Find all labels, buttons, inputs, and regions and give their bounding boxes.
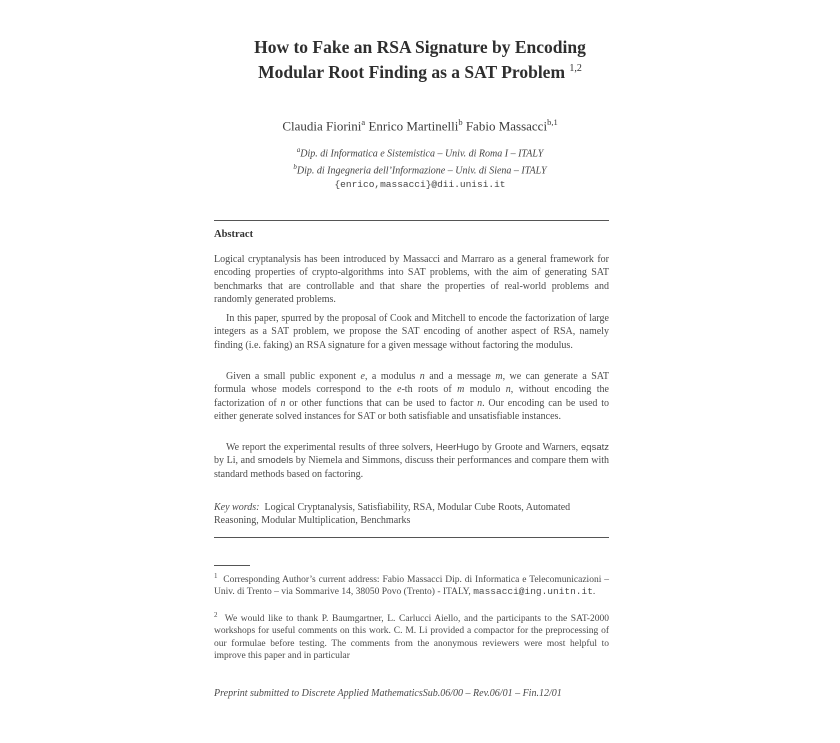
author-name: Enrico Martinelli — [368, 118, 459, 134]
affiliation — [180, 163, 660, 176]
abstract-bottom-rule — [214, 537, 609, 538]
title-line-2-text: Modular Root Finding as a SAT Problem — [258, 61, 566, 82]
affiliation-mark: b — [293, 163, 297, 171]
author-name: Fabio Massacci — [465, 118, 548, 134]
text-run: , without encoding the factorization of — [214, 384, 609, 409]
text-run: modulo — [464, 384, 506, 396]
footnote-mark: 1 — [214, 572, 218, 580]
title-line-2 — [180, 58, 660, 83]
text-run: , a modulus — [364, 371, 420, 382]
paper-title — [180, 36, 660, 83]
abstract-paragraph-1: Logical cryptanalysis has been introduced by Massacci and Marraro as a general framework for encoding properties of crypto-algorithms into SAT problems, with the aim of generating SAT benchmarks that are controllable and that share the properties of real-world problems and randomly generated problems. — [214, 254, 609, 306]
math-var: m — [457, 384, 465, 396]
title-footnote-mark: 1,2 — [569, 63, 582, 74]
footnote-rule — [214, 565, 250, 566]
affiliation-mark: a — [296, 146, 301, 154]
footnote-mark: 2 — [214, 611, 218, 619]
text-run: by Li, and — [214, 455, 258, 467]
math-var: n — [280, 397, 286, 409]
math-var: n — [505, 384, 511, 396]
text-run: or other functions that can be used to factor — [285, 397, 478, 409]
keywords-label: Key words: — [214, 502, 260, 513]
text-run: , we can generate a SAT formula whose models correspond to the — [214, 371, 610, 396]
footnote-text: We would like to thank P. Baumgartner, L. Carlucci Aiello, and the participants to the SAT-2000 workshops for useful comments on this work. C. M. Li provided a compactor for the preprocessing of our formulae before testing. The comments from the anonymous reviewers were most helpful to improve this paper and in particular — [214, 614, 609, 661]
text-run: . Our encoding can be used to either generate solved instances for SAT or both satisfiable and unsatisfiable instances. — [214, 397, 609, 423]
text-run: We report the experimental results of three solvers, — [226, 442, 436, 453]
abstract-paragraph-3 — [214, 370, 609, 424]
author-list — [180, 117, 660, 134]
author-email: {enrico,massacci}@dii.unisi.it — [334, 179, 506, 190]
affiliation — [180, 146, 660, 159]
abstract-paragraph-4 — [214, 441, 609, 481]
keywords — [214, 501, 609, 528]
footnote-email: massacci@ing.unitn.it — [473, 586, 593, 598]
math-var: e — [360, 371, 365, 382]
math-var: n — [477, 397, 483, 409]
footnote-2 — [214, 609, 609, 662]
author-affiliation-mark: b — [458, 117, 463, 127]
text-run: by Groote and Warners, — [479, 442, 582, 453]
preprint-notice: Preprint submitted to Discrete Applied MathematicsSub.06/00 – Rev.06/01 – Fin.12/01 — [214, 688, 562, 699]
footnote-text: Corresponding Author’s current address: Fabio Massacci Dip. di Informatica e Telecomunicazioni – Univ. di Trento – via Sommarive 14, 38050 Povo (Trento) - ITALY, — [214, 575, 609, 598]
abstract-heading: Abstract — [214, 229, 254, 240]
text-run: -th roots of — [401, 384, 458, 396]
math-var: m — [495, 371, 503, 382]
solver-name: smodels — [257, 455, 294, 467]
author-affiliation-mark: b,1 — [547, 117, 558, 127]
solver-name: HeerHugo — [435, 442, 479, 453]
keywords-text: Logical Cryptanalysis, Satisfiability, RSA, Modular Cube Roots, Automated Reasoning, Modular Multiplication, Benchmarks — [214, 502, 571, 527]
author-affiliation-mark: a — [361, 117, 366, 127]
solver-name: eqsatz — [581, 442, 610, 453]
text-run: Given a small public exponent — [226, 371, 361, 382]
text-run: by Niemela and Simmons, discuss their performances and compare them with standard methods based on factoring. — [214, 455, 610, 480]
title-line-1: How to Fake an RSA Signature by Encoding — [254, 37, 586, 57]
author-name: Claudia Fiorini — [282, 118, 362, 134]
affiliation-text: Dip. di Ingegneria dell’Informazione – Univ. di Siena – ITALY — [296, 165, 547, 177]
math-var: e — [397, 384, 402, 396]
abstract-paragraph-2: In this paper, spurred by the proposal of Cook and Mitchell to encode the factorization of large integers as a SAT problem, we propose the SAT encoding of another aspect of RSA, namely finding (i.e. faking) an RSA signature for a given message without factoring the modulus. — [214, 313, 609, 351]
footnote-1 — [214, 570, 609, 599]
text-run: and a message — [424, 371, 496, 382]
footnote-text: . — [592, 587, 596, 598]
math-var: n — [419, 371, 425, 382]
abstract-top-rule — [214, 220, 609, 221]
affiliation-text: Dip. di Informatica e Sistemistica – Univ. di Roma I – ITALY — [300, 148, 544, 160]
